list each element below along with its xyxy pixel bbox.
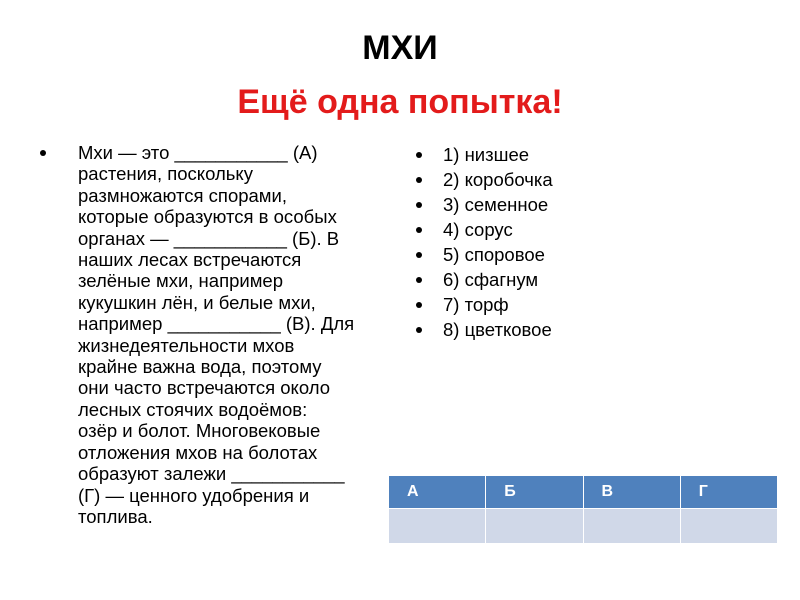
option-item — [416, 267, 776, 292]
answer-cell-a[interactable] — [389, 509, 486, 544]
option-item — [416, 242, 776, 267]
answer-table — [388, 475, 778, 544]
bullet-icon — [416, 177, 422, 183]
answer-cell-g[interactable] — [680, 509, 777, 544]
bullet-icon — [416, 252, 422, 258]
task-text-column — [40, 142, 390, 527]
option-label: 1) низшее — [443, 144, 530, 165]
task-text: Мхи — это ___________ (А) растения, поскольку размножаются спорами, которые образуются в особых органах — ___________ (Б). В наших лесах встречаются зелёные мхи, например кукушкин лён, и белые мхи, например ___________ (В). Для жизнедеятельности мхов крайне важна вода, поэтому они часто встречаются около лесных стоячих водоёмов: озёр и болот. Многовековые отложения мхов на болотах образуют залежи ___________ (Г) — ценного удобрения и топлива. — [78, 142, 355, 527]
answer-table-header-row — [389, 476, 778, 509]
option-label: 3) семенное — [443, 194, 549, 215]
option-item — [416, 317, 776, 342]
option-item — [416, 192, 776, 217]
option-label: 4) сорус — [443, 219, 513, 240]
bullet-icon — [416, 227, 422, 233]
options-list — [416, 142, 776, 342]
bullet-icon — [416, 152, 422, 158]
answer-cell-b[interactable] — [486, 509, 583, 544]
bullet-icon — [416, 277, 422, 283]
option-label: 7) торф — [443, 294, 509, 315]
option-item — [416, 142, 776, 167]
option-item — [416, 217, 776, 242]
slide-subtitle: Ещё одна попытка! — [237, 83, 563, 121]
option-item — [416, 292, 776, 317]
option-label: 6) сфагнум — [443, 269, 539, 290]
answer-cell-v[interactable] — [583, 509, 680, 544]
slide-title: МХИ — [362, 29, 438, 67]
task-text-item — [40, 142, 390, 527]
bullet-icon — [416, 202, 422, 208]
bullet-icon — [416, 302, 422, 308]
answer-header-g: Г — [680, 476, 777, 509]
bullet-icon — [40, 150, 46, 156]
option-item — [416, 167, 776, 192]
answer-header-b: Б — [486, 476, 583, 509]
option-label: 5) споровое — [443, 244, 545, 265]
option-label: 2) коробочка — [443, 169, 553, 190]
answer-table-input-row — [389, 509, 778, 544]
option-label: 8) цветковое — [443, 319, 552, 340]
answer-header-v: В — [583, 476, 680, 509]
answer-header-a: А — [389, 476, 486, 509]
bullet-icon — [416, 327, 422, 333]
